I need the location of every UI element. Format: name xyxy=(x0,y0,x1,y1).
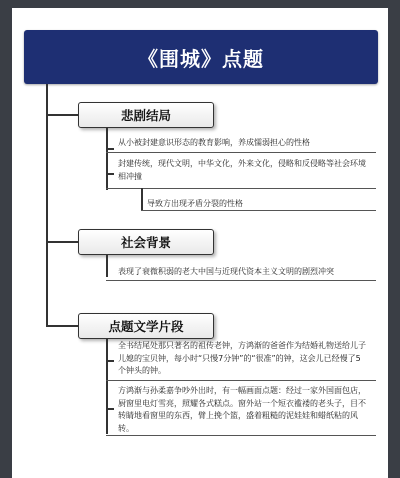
branch-line-2 xyxy=(46,241,78,243)
leaf-branch-1-2 xyxy=(106,173,114,175)
leaf-text: 从小被封建意识形态的教育影响，养成懦弱担心的性格 xyxy=(118,138,310,147)
section-label: 社会背景 xyxy=(120,235,171,250)
leaf-underline xyxy=(106,152,376,153)
leaf-branch-3-1 xyxy=(106,360,114,362)
leaf-branch-1-1 xyxy=(106,148,114,150)
leaf-text: 方鸿渐与孙柔嘉争吵外出时，有一幅画面点题：经过一家外国面包店，厨窗里电灯雪亮，照耀各式糕点。窗外站一个短衣褴褛的老头子，目不转睛地看窗里的东西，臂上挽个篮，盛着粗糙的泥娃娃和蜡纸粘的风转。 xyxy=(118,386,366,433)
section-theme-passages xyxy=(78,313,214,339)
title-banner xyxy=(24,30,378,84)
branch-line-3 xyxy=(46,325,78,327)
leaf-text: 表现了衰微积弱的老大中国与近现代资本主义文明的剧烈冲突 xyxy=(118,267,334,276)
section-label: 点题文学片段 xyxy=(108,319,184,334)
section3-connector xyxy=(106,339,108,434)
leaf-text: 导致方出现矛盾分裂的性格 xyxy=(147,199,243,208)
leaf-text: 全书结尾处那只著名的祖传老钟，方鸿渐的爸爸作为结婚礼物送给儿子儿媳的宝贝钟，每小时“只慢7分钟”的“很准”的钟，这会儿已经慢了5个钟头的钟。 xyxy=(118,341,366,375)
section-label: 悲剧结局 xyxy=(120,108,171,123)
section-tragic-ending xyxy=(78,102,214,128)
leaf-branch-3-2 xyxy=(106,408,114,410)
sub-connector xyxy=(141,188,143,210)
main-trunk-line xyxy=(46,84,48,325)
leaf-underline xyxy=(106,380,376,381)
page-title: 《围城》点题 xyxy=(138,46,264,71)
leaf-underline xyxy=(106,188,376,189)
leaf-underline xyxy=(106,280,376,281)
section2-connector xyxy=(106,255,108,277)
section1-connector xyxy=(106,128,108,190)
leaf-underline xyxy=(106,435,376,436)
mind-map-sheet xyxy=(12,8,388,478)
leaf-text: 封建传统，现代文明，中华文化，外来文化，侵略和反侵略等社会环境相冲撞 xyxy=(118,159,366,181)
branch-line-1 xyxy=(46,114,78,116)
section-social-background xyxy=(78,229,214,255)
leaf-underline xyxy=(141,210,376,211)
